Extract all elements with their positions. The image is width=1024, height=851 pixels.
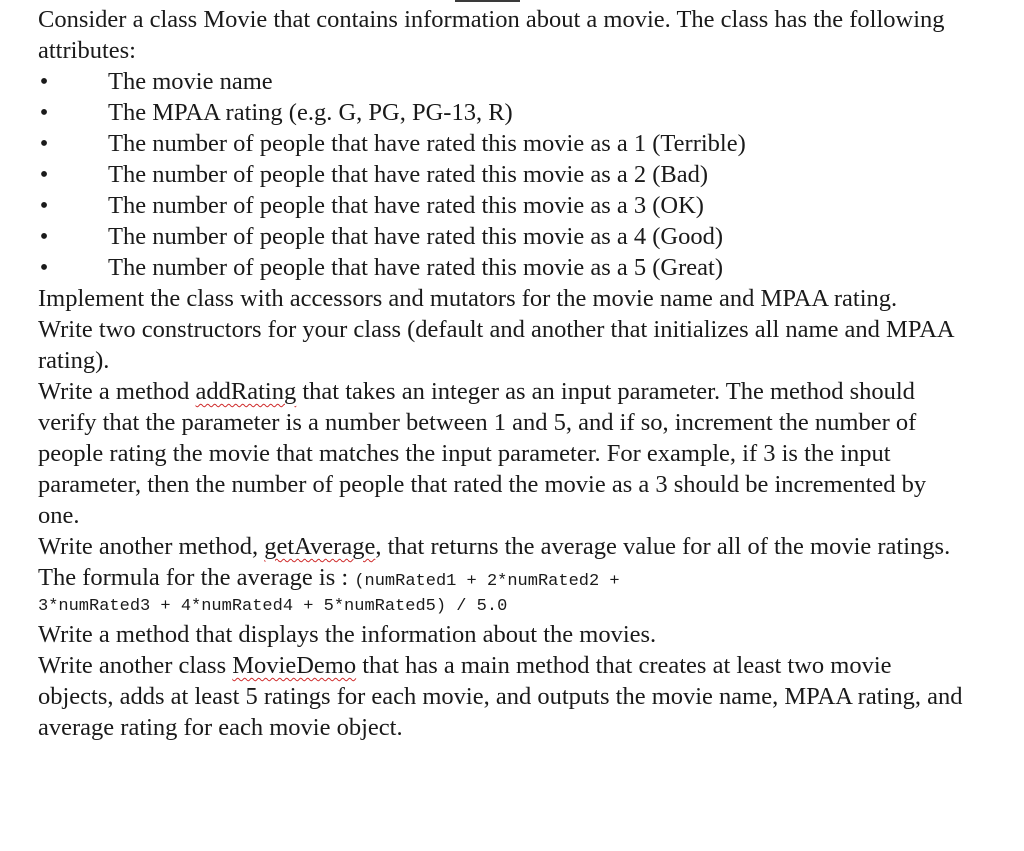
add-rating-text-after: that takes an integer as an input parameter. The method should verify that the parameter is a number between 1 and 5, and if so, increment the number of people rating the movie that matches the input parameter. For example, if 3 is the input parameter, then the number of people that rated the movie as a 3 should be incremented by one. — [38, 378, 927, 529]
attribute-text: The number of people that have rated this movie as a 2 (Bad) — [108, 161, 709, 188]
movie-demo-paragraph — [38, 650, 968, 743]
attribute-item — [38, 66, 968, 97]
movie-demo-text-before: Write another class — [38, 652, 233, 679]
attribute-list — [38, 66, 968, 283]
movie-demo-text-after: that has a main method that creates at least two movie objects, adds at least 5 ratings for each movie, and outputs the movie name, MPAA rating, and average rating for each movie object. — [38, 652, 963, 741]
top-rule-divider — [455, 0, 520, 2]
formula-code-part2: 3*numRated3 + 4*numRated4 + 5*numRated5) / 5.0 — [38, 597, 508, 616]
bullet-icon: • — [39, 192, 49, 219]
bullet-icon: • — [39, 254, 49, 281]
constructors-paragraph: Write two constructors for your class (default and another that initializes all name and MPAA rating). — [38, 316, 954, 374]
attribute-item — [38, 159, 968, 190]
accessors-paragraph: Implement the class with accessors and mutators for the movie name and MPAA rating. — [38, 285, 898, 312]
add-rating-paragraph — [38, 376, 968, 531]
add-rating-text-before: Write a method — [38, 378, 196, 405]
attribute-text: The number of people that have rated this movie as a 3 (OK) — [108, 192, 704, 219]
bullet-icon: • — [39, 68, 49, 95]
bullet-icon: • — [39, 99, 49, 126]
attribute-text: The movie name — [108, 68, 273, 95]
assignment-document — [38, 4, 968, 743]
get-average-text-before: Write another method, — [38, 533, 265, 560]
attribute-text: The MPAA rating (e.g. G, PG, PG-13, R) — [108, 99, 513, 126]
intro-paragraph: Consider a class Movie that contains information about a movie. The class has the following attributes: — [38, 6, 945, 64]
attribute-text: The number of people that have rated this movie as a 5 (Great) — [108, 254, 723, 281]
bullet-icon: • — [39, 223, 49, 250]
get-average-paragraph — [38, 531, 968, 594]
display-paragraph: Write a method that displays the information about the movies. — [38, 621, 657, 648]
get-average-method-name: getAverage — [264, 533, 376, 560]
formula-code-part1: (numRated1 + 2*numRated2 + — [354, 572, 620, 591]
attribute-item — [38, 221, 968, 252]
attribute-item — [38, 252, 968, 283]
attribute-item — [38, 128, 968, 159]
get-average-text-after: , that returns the average value for all of the movie ratings. The formula for the average is : — [38, 533, 951, 591]
attribute-text: The number of people that have rated this movie as a 4 (Good) — [108, 223, 724, 250]
bullet-icon: • — [39, 130, 49, 157]
attribute-text: The number of people that have rated this movie as a 1 (Terrible) — [108, 130, 746, 157]
movie-demo-class-name: MovieDemo — [232, 652, 357, 679]
add-rating-method-name: addRating — [195, 378, 297, 405]
attribute-item — [38, 190, 968, 221]
attribute-item — [38, 97, 968, 128]
bullet-icon: • — [39, 161, 49, 188]
